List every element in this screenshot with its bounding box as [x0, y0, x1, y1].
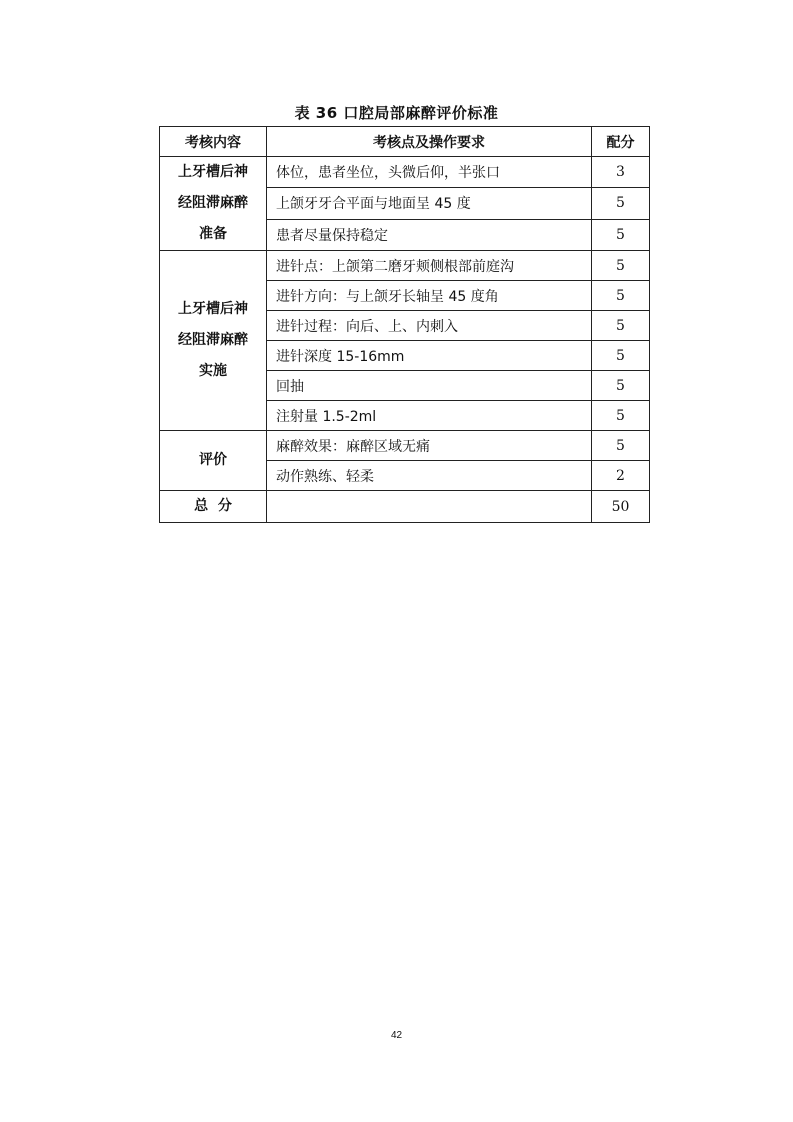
- table-row: [160, 431, 650, 461]
- score-cell: 2: [592, 461, 650, 491]
- header-score: 配分: [592, 127, 650, 157]
- total-score: 50: [592, 491, 650, 523]
- section-title-line: 评价: [199, 452, 227, 468]
- item-cell: 回抽: [267, 371, 592, 401]
- header-row: [160, 127, 650, 157]
- total-row: [160, 491, 650, 523]
- table-row: [160, 251, 650, 281]
- score-cell: 3: [592, 157, 650, 188]
- table-caption: 表 36 口腔局部麻醉评价标准: [294, 104, 499, 122]
- total-item-cell: [267, 491, 592, 523]
- section-title-line: 经阻滞麻醉: [178, 332, 248, 348]
- score-cell: 5: [592, 431, 650, 461]
- item-cell: 进针过程：向后、上、内刺入: [267, 311, 592, 341]
- section-title-line: 上牙槽后神: [178, 301, 248, 317]
- score-cell: 5: [592, 341, 650, 371]
- item-cell: 进针点：上颌第二磨牙颊侧根部前庭沟: [267, 251, 592, 281]
- item-cell: 体位，患者坐位，头微后仰，半张口: [267, 157, 592, 188]
- section-title-evaluation: [160, 431, 267, 491]
- item-cell: 注射量 1.5-2ml: [267, 401, 592, 431]
- score-cell: 5: [592, 311, 650, 341]
- total-label: 总 分: [160, 491, 267, 523]
- section-title-preparation: [160, 157, 267, 251]
- item-cell: 进针深度 15-16mm: [267, 341, 592, 371]
- item-cell: 麻醉效果：麻醉区域无痛: [267, 431, 592, 461]
- item-cell: 进针方向：与上颌牙长轴呈 45 度角: [267, 281, 592, 311]
- header-content: 考核内容: [160, 127, 267, 157]
- header-points: 考核点及操作要求: [267, 127, 592, 157]
- score-cell: 5: [592, 281, 650, 311]
- page-number: 42: [390, 1030, 403, 1041]
- score-cell: 5: [592, 219, 650, 250]
- score-cell: 5: [592, 188, 650, 219]
- section-title-implementation: [160, 251, 267, 431]
- section-title-line: 实施: [199, 363, 227, 379]
- score-cell: 5: [592, 371, 650, 401]
- score-cell: 5: [592, 251, 650, 281]
- evaluation-table: [159, 126, 650, 523]
- table-row: [160, 157, 650, 188]
- item-cell: 动作熟练、轻柔: [267, 461, 592, 491]
- item-cell: 上颌牙牙合平面与地面呈 45 度: [267, 188, 592, 219]
- score-cell: 5: [592, 401, 650, 431]
- item-cell: 患者尽量保持稳定: [267, 219, 592, 250]
- section-title-line: 上牙槽后神: [178, 164, 248, 180]
- section-title-line: 经阻滞麻醉: [178, 195, 248, 211]
- section-title-line: 准备: [199, 226, 227, 242]
